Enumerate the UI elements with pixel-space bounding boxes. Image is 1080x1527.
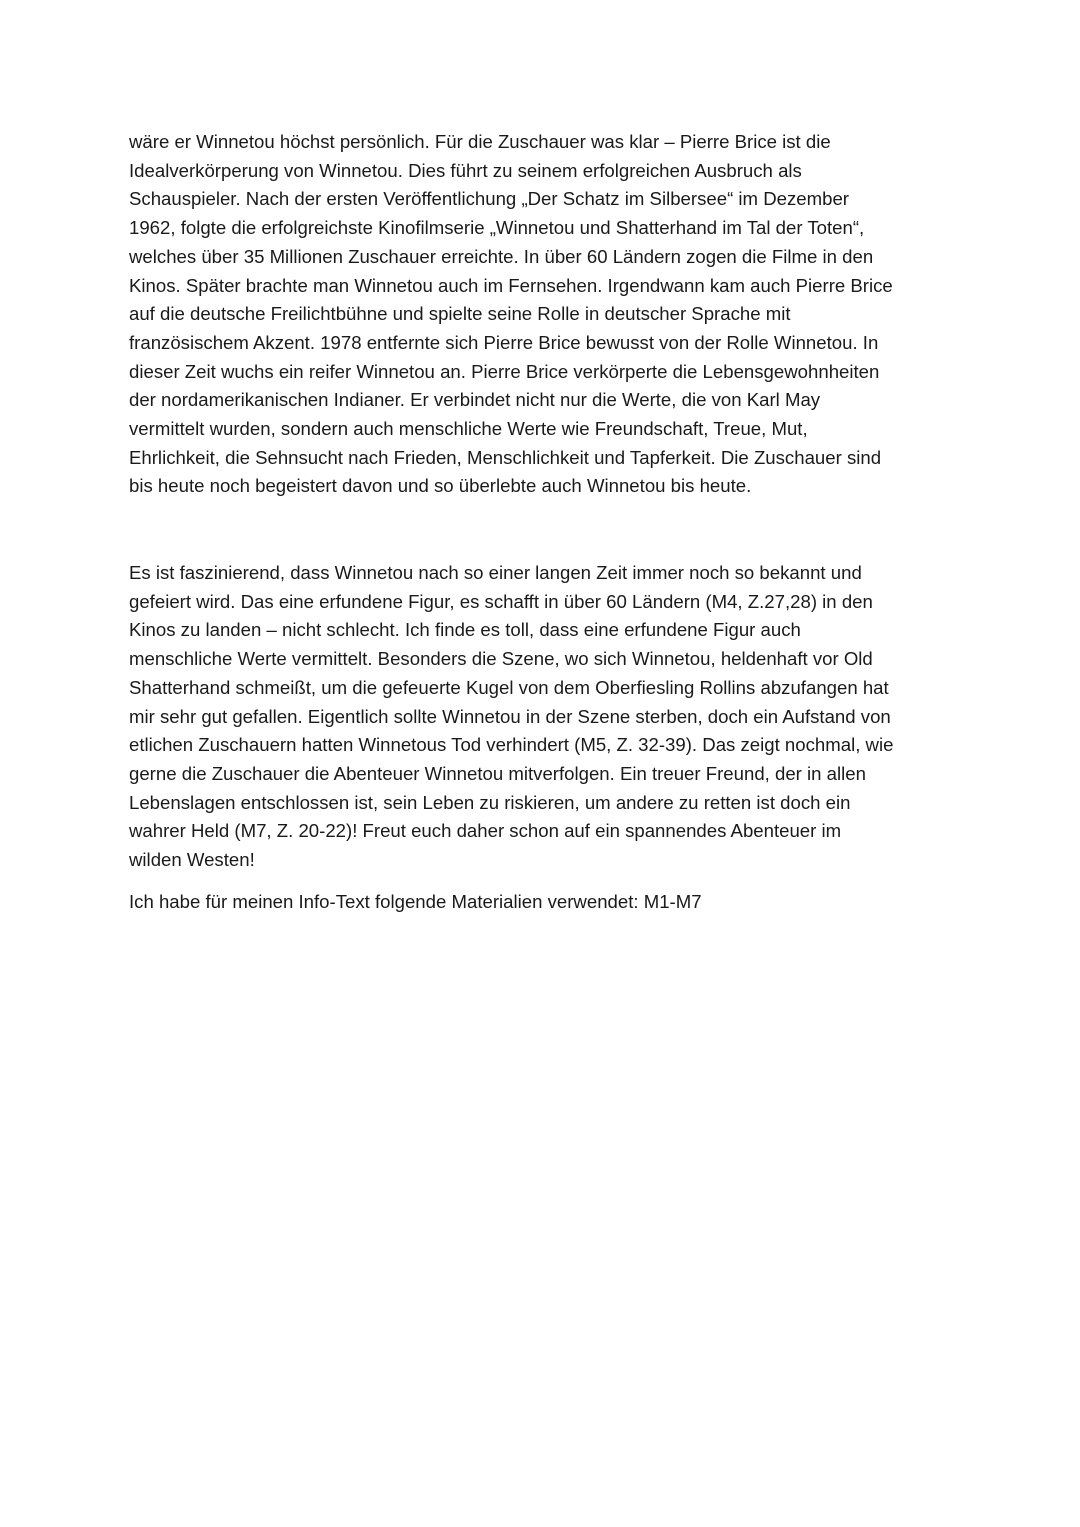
text-line: wilden Westen!: [129, 849, 255, 871]
text-line: gefeiert wird. Das eine erfundene Figur, es schafft in über 60 Ländern (M4, Z.27,28) in den: [129, 590, 873, 612]
text-line: Idealverkörperung von Winnetou. Dies führt zu seinem erfolgreichen Ausbruch als: [129, 159, 802, 181]
text-line: französischem Akzent. 1978 entfernte sich Pierre Brice bewusst von der Rolle Winnetou. In: [129, 331, 879, 353]
text-line: vermittelt wurden, sondern auch menschliche Werte wie Freundschaft, Treue, Mut,: [129, 418, 808, 440]
paragraph-materials-note: [129, 888, 959, 917]
text-line: Lebenslagen entschlossen ist, sein Leben zu riskieren, um andere zu retten ist doch ein: [129, 791, 851, 813]
text-line: 1962, folgte die erfolgreichste Kinofilmserie „Winnetou und Shatterhand im Tal der Toten“,: [129, 217, 865, 239]
text-line: wahrer Held (M7, Z. 20-22)! Freut euch daher schon auf ein spannendes Abenteuer im: [129, 820, 842, 842]
text-line: menschliche Werte vermittelt. Besonders die Szene, wo sich Winnetou, heldenhaft vor Old: [129, 648, 873, 670]
text-line: Kinos. Später brachte man Winnetou auch im Fernsehen. Irgendwann kam auch Pierre Brice: [129, 274, 893, 296]
text-line: Es ist faszinierend, dass Winnetou nach so einer langen Zeit immer noch so bekannt und: [129, 562, 862, 583]
text-line: bis heute noch begeistert davon und so überlebte auch Winnetou bis heute.: [129, 475, 752, 497]
paragraph-personal-opinion: [129, 559, 959, 875]
text-line: dieser Zeit wuchs ein reifer Winnetou an. Pierre Brice verkörperte die Lebensgewohnheiten: [129, 360, 880, 382]
text-line: der nordamerikanischen Indianer. Er verbindet nicht nur die Werte, die von Karl May: [129, 389, 821, 411]
text-line: Shatterhand schmeißt, um die gefeuerte Kugel von dem Oberfiesling Rollins abzufangen hat: [129, 676, 889, 698]
text-line: Ich habe für meinen Info-Text folgende Materialien verwendet: M1-M7: [129, 891, 702, 912]
text-line: etlichen Zuschauern hatten Winnetous Tod verhindert (M5, Z. 32-39). Das zeigt nochmal, wie: [129, 734, 894, 756]
text-line: auf die deutsche Freilichtbühne und spielte seine Rolle in deutscher Sprache mit: [129, 303, 791, 325]
text-line: mir sehr gut gefallen. Eigentlich sollte Winnetou in der Szene sterben, doch ein Aufstand von: [129, 705, 891, 727]
text-line: Kinos zu landen – nicht schlecht. Ich finde es toll, dass eine erfundene Figur auch: [129, 619, 801, 641]
text-line: Schauspieler. Nach der ersten Veröffentlichung „Der Schatz im Silbersee“ im Dezember: [129, 188, 849, 210]
paragraph-winnetou-history: [129, 128, 959, 501]
text-line: Ehrlichkeit, die Sehnsucht nach Frieden, Menschlichkeit und Tapferkeit. Die Zuschauer sind: [129, 446, 882, 468]
text-line: welches über 35 Millionen Zuschauer erreichte. In über 60 Ländern zogen die Filme in den: [129, 245, 874, 267]
text-line: gerne die Zuschauer die Abenteuer Winnetou mitverfolgen. Ein treuer Freund, der in allen: [129, 762, 866, 784]
text-line: wäre er Winnetou höchst persönlich. Für die Zuschauer was klar – Pierre Brice ist die: [129, 131, 831, 152]
